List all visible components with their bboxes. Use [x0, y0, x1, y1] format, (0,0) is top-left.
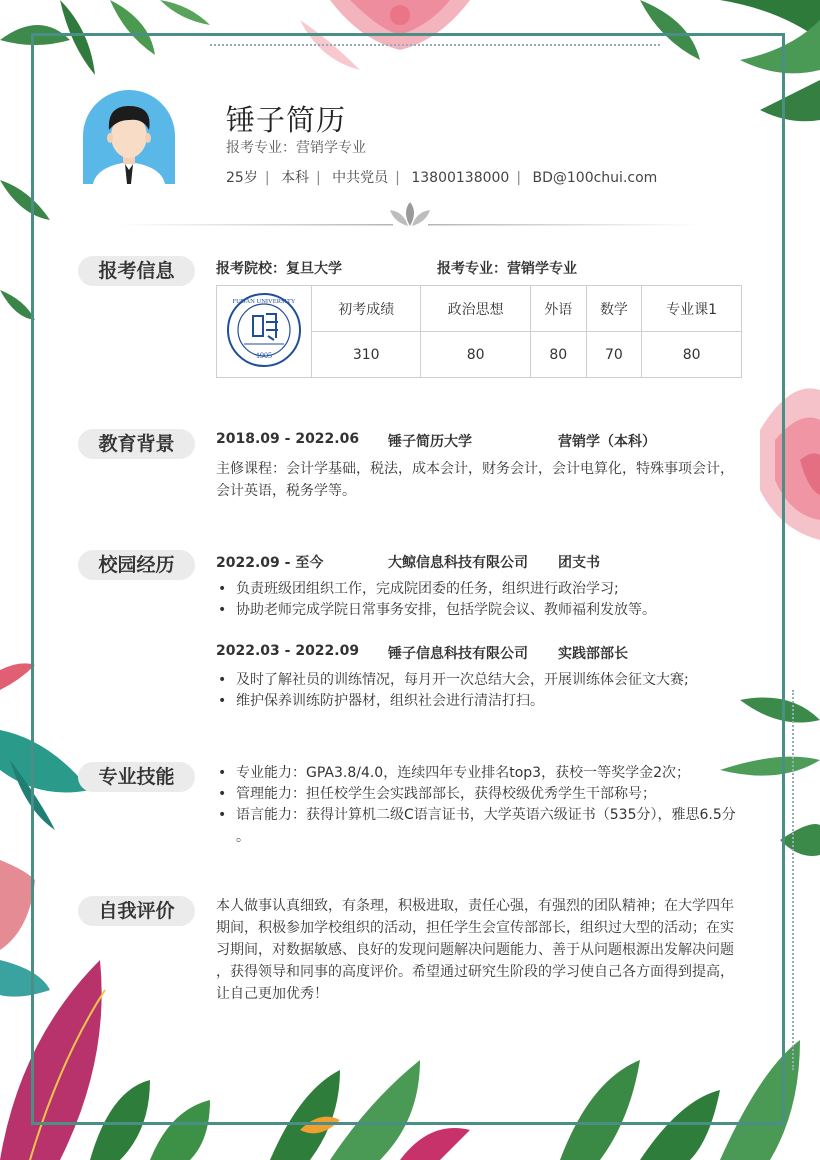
score-value: 70 — [586, 332, 642, 378]
score-header: 专业课1 — [642, 286, 742, 332]
section-title-self: 自我评价 — [78, 896, 195, 926]
list-item: • 语言能力：获得计算机二级C语言证书，大学英语六级证书（535分），雅思6.5分 — [216, 805, 736, 826]
self-eval-line: 本人做事认真细致，有条理，积极进取，责任心强，有强烈的团队精神；在大学四年 — [216, 898, 734, 914]
section-title-education: 教育背景 — [78, 429, 195, 459]
section-title-campus: 校园经历 — [78, 550, 195, 580]
edu-period: 2018.09 - 2022.06 — [216, 431, 360, 447]
section-title-skills: 专业技能 — [78, 762, 195, 792]
resume-name: 锤子简历 — [226, 103, 347, 137]
self-eval-line: 期间，积极参加学校组织的活动，担任学生会宣传部部长，组织过大型的活动；在实 — [216, 920, 734, 936]
score-value: 80 — [530, 332, 586, 378]
degree: 本科 — [281, 170, 309, 186]
applied-school: 报考院校：复旦大学 — [216, 261, 342, 277]
fudan-logo — [226, 292, 302, 368]
campus-role-2: 实践部部长 — [558, 646, 628, 662]
self-eval-line: ，获得领导和同事的高度评价。希望通过研究生阶段的学习使自己各方面得到提高， — [216, 964, 734, 980]
logo-year: 1905 — [256, 350, 272, 360]
skills-item3-tail: 。 — [236, 829, 250, 845]
political-status: 中共党员 — [332, 170, 389, 186]
leaf-divider-icon — [118, 200, 702, 230]
list-item: • 维护保养训练防护器材，组织社会进行清洁打扫。 — [216, 691, 544, 712]
list-item: • 协助老师完成学院日常事务安排，包括学院会议、教师福利发放等。 — [216, 600, 656, 621]
list-item: • 专业能力：GPA3.8/4.0，连续四年专业排名top3，获校一等奖学金2次； — [216, 763, 690, 784]
edu-courses-line1: 主修课程：会计学基础，税法，成本会计，财务会计，会计电算化，特殊事项会计， — [216, 461, 734, 477]
edu-courses-line2: 会计英语，税务学等。 — [216, 483, 356, 499]
school-logo-cell — [217, 286, 312, 378]
edu-school: 锤子简历大学 — [388, 434, 472, 450]
score-header: 外语 — [530, 286, 586, 332]
applied-major: 报考专业：营销学专业 — [226, 140, 366, 156]
avatar — [83, 90, 175, 184]
campus-period-1: 2022.09 - 至今 — [216, 555, 324, 571]
logo-text: FUDAN UNIVERSITY — [232, 297, 296, 305]
campus-org-2: 锤子信息科技有限公司 — [388, 646, 528, 662]
age: 25岁 — [226, 170, 258, 186]
score-header: 政治思想 — [421, 286, 530, 332]
phone: 13800138000 — [411, 170, 510, 186]
list-item: • 管理能力：担任校学生会实践部部长，获得校级优秀学生干部称号； — [216, 784, 656, 805]
list-item: • 及时了解社员的训练情况，每月开一次总结大会，开展训练体会征文大赛; — [216, 670, 689, 691]
campus-period-2: 2022.03 - 2022.09 — [216, 643, 360, 659]
score-value: 80 — [421, 332, 530, 378]
dotted-line-top — [210, 44, 660, 46]
score-header: 初考成绩 — [312, 286, 421, 332]
list-item: • 负责班级团组织工作，完成院团委的任务，组织进行政治学习; — [216, 579, 619, 600]
email: BD@100chui.com — [532, 170, 658, 186]
dotted-line-right — [792, 690, 794, 1070]
edu-major: 营销学（本科） — [558, 434, 656, 450]
section-title-exam: 报考信息 — [78, 256, 195, 286]
contact-line: 25岁 | 本科 | 中共党员 | 13800138000 | BD@100chui.com — [226, 170, 658, 186]
score-table — [216, 285, 742, 378]
campus-org-1: 大鲸信息科技有限公司 — [388, 555, 528, 571]
campus-role-1: 团支书 — [558, 555, 600, 571]
score-header: 数学 — [586, 286, 642, 332]
score-value: 80 — [642, 332, 742, 378]
score-value: 310 — [312, 332, 421, 378]
applied-major-exam: 报考专业：营销学专业 — [437, 261, 577, 277]
self-eval-line: 习期间，对数据敏感、良好的发现问题解决问题能力、善于从问题根源出发解决问题 — [216, 942, 734, 958]
self-eval-line: 让自己更加优秀！ — [216, 986, 328, 1002]
